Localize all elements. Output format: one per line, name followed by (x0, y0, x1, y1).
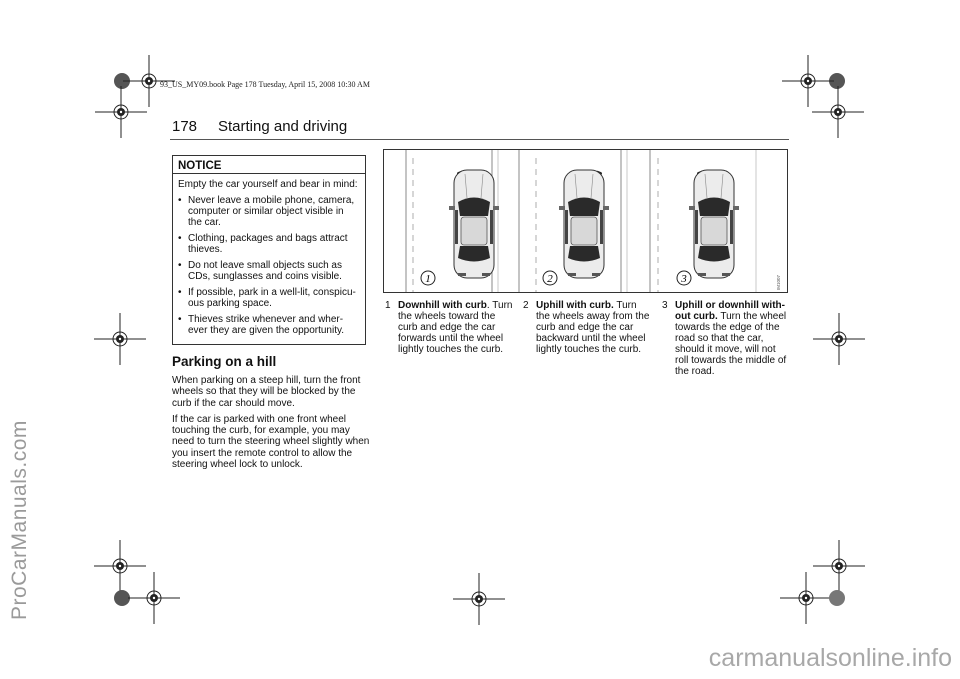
notice-item-text: Do not leave small objects such as CDs, sunglasses and coins visible. (188, 260, 342, 282)
caption-number: 1 (385, 300, 391, 311)
header-rule (170, 139, 789, 140)
section-heading: Parking on a hill (172, 354, 277, 369)
notice-heading: NOTICE (173, 156, 365, 174)
caption-1 (385, 300, 513, 360)
bullet: • (178, 195, 182, 206)
figure-code: IM1007 (776, 274, 781, 290)
caption-text (398, 300, 513, 355)
body-paragraph: When parking on a steep hill, turn the front wheels so that they will be blocked by the curb if the car should move. (172, 375, 361, 409)
caption-number: 3 (662, 300, 668, 311)
notice-item-text: Thieves strike whenever and wher-ever they are given the opportunity. (188, 314, 345, 336)
scene-3 (650, 150, 756, 293)
reg-mark (453, 573, 505, 625)
reg-mark (813, 313, 865, 365)
reg-mark (813, 540, 865, 592)
notice-item (178, 195, 360, 228)
caption-number: 2 (523, 300, 529, 311)
reg-dot-bl (114, 590, 130, 606)
caption-bold: Downhill with curb (398, 300, 487, 311)
side-watermark-text: ProCarManuals.com (8, 420, 31, 620)
caption-bold: Uphill or downhill with-out curb. (675, 300, 785, 322)
notice-item-text: Never leave a mobile phone, camera, computer or similar object visible in the car. (188, 195, 355, 228)
notice-body (173, 174, 365, 336)
notice-item-text: Clothing, packages and bags attract thieves. (188, 233, 348, 255)
bottom-watermark: carmanualsonline.info (708, 644, 952, 672)
reg-mark (780, 572, 832, 624)
reg-mark (812, 86, 864, 138)
page-title: Starting and driving (218, 118, 348, 135)
reg-mark (782, 55, 834, 107)
notice-item (178, 260, 360, 282)
notice-item (178, 233, 360, 255)
notice-item (178, 287, 360, 309)
svg-text:2: 2 (547, 273, 553, 285)
caption-body: . Turn the wheels toward the curb and edge the car forwards until the wheel lightly touches the curb. (398, 300, 513, 355)
notice-intro: Empty the car yourself and bear in mind: (178, 179, 358, 190)
figure-label-2 (543, 271, 557, 285)
scene-2 (519, 150, 627, 293)
figure-label-1 (421, 271, 435, 285)
bullet: • (178, 314, 182, 325)
scene-1 (406, 150, 499, 293)
bullet: • (178, 233, 182, 244)
caption-body: Turn the wheel towards the edge of the road so that the car, should it move, will not roll towards the middle of the road. (675, 311, 787, 377)
caption-3 (662, 300, 790, 380)
parking-figure (383, 149, 788, 293)
reg-mark (94, 540, 146, 592)
body-paragraph: If the car is parked with one front wheel touching the curb, for example, you may need to turn the steering wheel slightly when you insert the remote control to allow the steering wheel lock to unlock. (172, 413, 370, 471)
caption-bold: Uphill with curb. (536, 300, 614, 311)
notice-box (172, 155, 366, 345)
caption-body: Turn the wheels away from the curb and edge the car backward until the wheel lightly touches the curb. (536, 300, 650, 355)
notice-item (178, 314, 360, 336)
caption-text (536, 300, 651, 355)
print-header: 93_US_MY09.book Page 178 Tuesday, April 15, 2008 10:30 AM (160, 80, 370, 89)
caption-2 (523, 300, 651, 360)
notice-list (178, 195, 360, 336)
parking-illustration (384, 150, 788, 293)
bullet: • (178, 260, 182, 271)
reg-mark (94, 313, 146, 365)
bullet: • (178, 287, 182, 298)
caption-text (675, 300, 790, 377)
notice-item-text: If possible, park in a well-lit, conspicu-ous parking space. (188, 287, 356, 309)
reg-mark (128, 572, 180, 624)
svg-text:1: 1 (425, 273, 431, 285)
section-body (172, 375, 370, 475)
reg-mark (95, 86, 147, 138)
figure-label-3 (677, 271, 691, 285)
reg-dot-br (829, 590, 845, 606)
page-number: 178 (172, 118, 198, 135)
svg-text:3: 3 (681, 273, 687, 285)
